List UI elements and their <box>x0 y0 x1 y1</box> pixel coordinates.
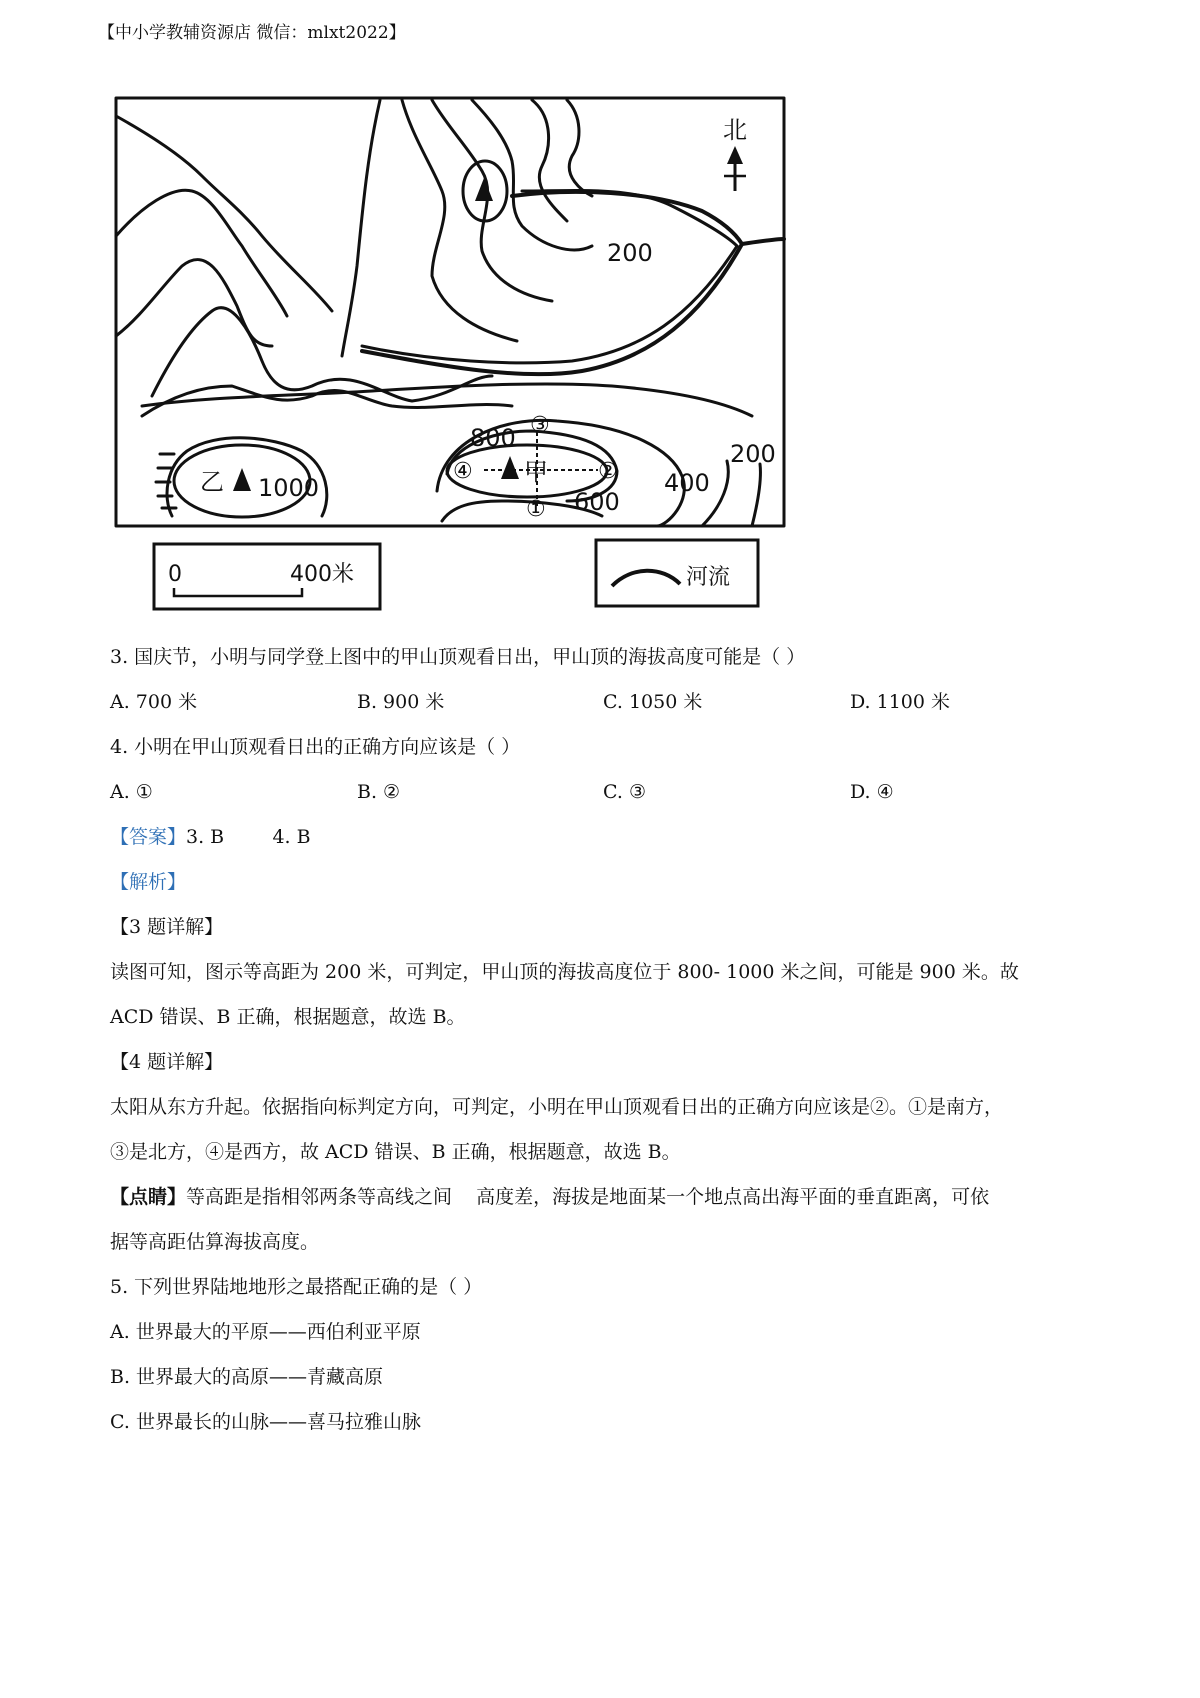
marker-east: ② <box>598 459 618 484</box>
peak-triangle-top <box>475 178 493 201</box>
contour-line <box>522 190 737 246</box>
q3-option-c: C. 1050 米 <box>603 691 703 713</box>
river <box>512 192 784 244</box>
marker-north: ③ <box>530 413 550 438</box>
contour-label-400: 400 <box>664 469 710 497</box>
q4-option-d: D. ④ <box>850 781 894 803</box>
detail-3-line-2: ACD 错误、B 正确，根据题意，故选 B。 <box>110 1006 466 1028</box>
detail-4-line-1: 太阳从东方升起。依据指向标判定方向，可判定，小明在甲山顶观看日出的正确方向应该是②。①是南方， <box>110 1096 1004 1118</box>
analysis-label: 【解析】 <box>110 871 187 893</box>
contour-line <box>116 190 287 316</box>
contour-line <box>142 384 752 416</box>
contour-label-800: 800 <box>470 424 516 452</box>
contour-map <box>112 96 852 676</box>
mountain-jia-label: 甲 <box>524 458 548 486</box>
q5-option-c: C. 世界最长的山脉——喜马拉雅山脉 <box>110 1411 421 1433</box>
detail-3-title: 【3 题详解】 <box>110 916 224 938</box>
contour-line <box>472 100 592 250</box>
question-5-stem: 5. 下列世界陆地地形之最搭配正确的是（ ） <box>110 1276 483 1298</box>
q4-option-a: A. ① <box>110 781 153 803</box>
north-label: 北 <box>723 116 747 144</box>
q5-option-b: B. 世界最大的高原——青藏高原 <box>110 1366 384 1388</box>
q5-option-a: A. 世界最大的平原——西伯利亚平原 <box>110 1321 421 1343</box>
detail-4-line-2: ③是北方，④是西方，故 ACD 错误、B 正确，根据题意，故选 B。 <box>110 1141 681 1163</box>
contour-line <box>752 464 760 526</box>
question-3-stem: 3. 国庆节，小明与同学登上图中的甲山顶观看日出，甲山顶的海拔高度可能是（ ） <box>110 646 806 668</box>
q4-option-c: C. ③ <box>603 781 646 803</box>
scale-start: 0 <box>168 562 182 587</box>
tip-text-1: 等高距是指相邻两条等高线之间 高度差，海拔是地面某一个地点高出海平面的垂直距离，可依 <box>186 1186 990 1208</box>
contour-line <box>567 100 592 196</box>
page-header: 【中小学教辅资源店 微信：mlxt2022】 <box>98 23 406 43</box>
scale-end: 400米 <box>290 562 354 587</box>
q3-option-a: A. 700 米 <box>110 691 198 713</box>
tip-line-2: 据等高距估算海拔高度。 <box>110 1231 320 1253</box>
answer-line <box>110 825 311 849</box>
contour-label-200-top: 200 <box>607 239 653 267</box>
answer-text: 3. B 4. B <box>186 826 311 848</box>
marker-south: ① <box>526 497 546 522</box>
legend-box <box>596 540 758 606</box>
detail-4-title: 【4 题详解】 <box>110 1051 224 1073</box>
answer-label: 【答案】 <box>110 826 187 848</box>
peak-triangle-jia <box>501 456 519 479</box>
tip-label: 【点睛】 <box>110 1186 187 1208</box>
contour-line <box>342 100 380 356</box>
marker-west: ④ <box>453 459 473 484</box>
q3-option-b: B. 900 米 <box>357 691 445 713</box>
contour-label-600: 600 <box>574 488 620 516</box>
q3-option-d: D. 1100 米 <box>850 691 951 713</box>
q4-option-b: B. ② <box>357 781 401 803</box>
contour-line <box>362 246 737 363</box>
north-arrow <box>724 146 746 191</box>
detail-3-line-1: 读图可知，图示等高距为 200 米，可判定，甲山顶的海拔高度位于 800- 1000 米之间，可能是 900 米。故 <box>110 961 1019 983</box>
scale-box <box>154 544 380 609</box>
contour-line <box>532 100 567 221</box>
legend-label: 河流 <box>686 565 731 590</box>
contour-label-200-bottom: 200 <box>730 440 776 468</box>
legend-river-symbol <box>612 571 680 586</box>
mountain-yi-label: 乙 <box>200 468 224 496</box>
peak-triangle-yi <box>233 468 251 491</box>
contour-label-1000: 1000 <box>258 474 320 502</box>
tip-line-1 <box>110 1185 989 1209</box>
question-4-stem: 4. 小明在甲山顶观看日出的正确方向应该是（ ） <box>110 736 521 758</box>
